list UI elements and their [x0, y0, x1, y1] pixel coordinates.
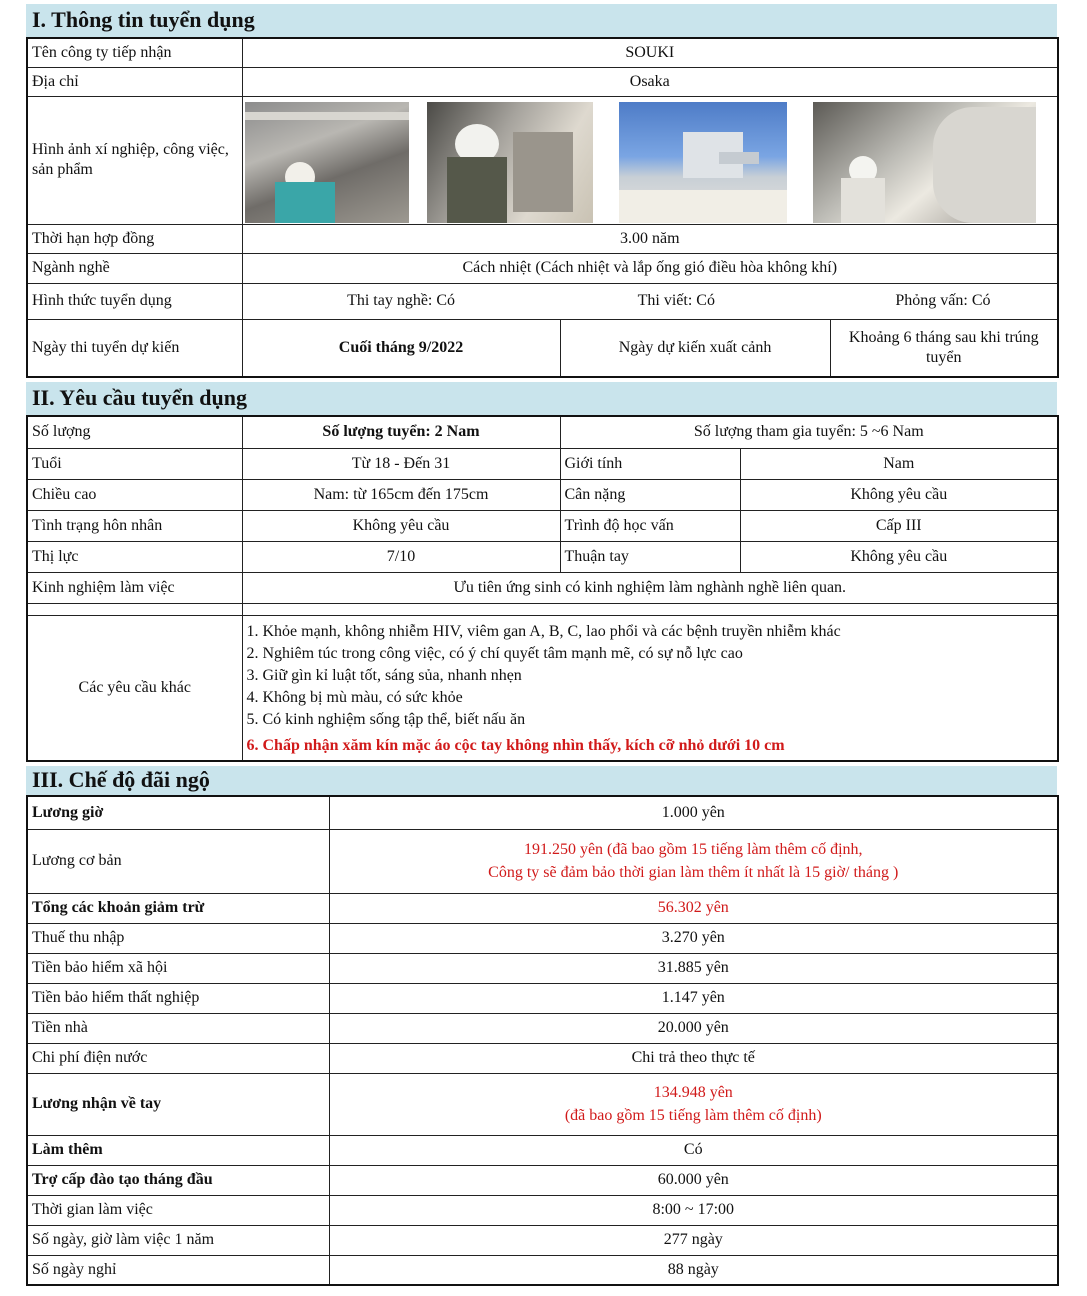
section-title-benefits: III. Chế độ đãi ngộ: [26, 766, 1057, 795]
training-value: 60.000 yên: [329, 1165, 1058, 1195]
marital-value: Không yêu cầu: [242, 510, 560, 541]
section-title-requirements: II. Yêu cầu tuyển dụng: [26, 382, 1057, 415]
other-item: 2. Nghiêm túc trong công việc, có ý chí quyết tâm mạnh mẽ, có sự nỗ lực cao: [246, 644, 743, 662]
exam-date-label: Ngày thi tuyển dự kiến: [27, 319, 242, 377]
experience-value: Ưu tiên ứng sinh có kinh nghiệm làm nghành nghề liên quan.: [242, 572, 1058, 603]
workdays-value: 277 ngày: [329, 1225, 1058, 1255]
unemp-label: Tiền bảo hiểm thất nghiệp: [27, 983, 329, 1013]
experience-label: Kinh nghiệm làm việc: [27, 572, 242, 603]
base-value-line1: 191.250 yên (đã bao gồm 15 tiếng làm thêm cố định,: [523, 841, 863, 858]
other-item: 5. Có kinh nghiệm sống tập thể, biết nấu ăn: [246, 710, 526, 728]
worktime-label: Thời gian làm việc: [27, 1195, 329, 1225]
contract-label: Thời hạn hợp đồng: [27, 224, 242, 253]
house-value: 20.000 yên: [329, 1013, 1058, 1043]
hourly-label: Lương giờ: [27, 796, 329, 829]
deduct-value: 56.302 yên: [329, 893, 1058, 923]
deduct-label: Tổng các khoản giảm trừ: [27, 893, 329, 923]
industry-value: Cách nhiệt (Cách nhiệt và lắp ống gió điều hòa không khí): [242, 253, 1058, 283]
holidays-label: Số ngày nghỉ: [27, 1255, 329, 1285]
company-label: Tên công ty tiếp nhận: [27, 38, 242, 67]
workdays-label: Số ngày, giờ làm việc 1 năm: [27, 1225, 329, 1255]
other-item: 1. Khỏe mạnh, không nhiễm HIV, viêm gan A, B, C, lao phổi và các bệnh truyền nhiễm khác: [246, 622, 841, 640]
vision-label: Thị lực: [27, 541, 242, 572]
net-value: [329, 1073, 1058, 1135]
net-value-line1: 134.948 yên: [653, 1084, 733, 1101]
info-table: [26, 37, 1059, 378]
holidays-value: 88 ngày: [329, 1255, 1058, 1285]
tax-label: Thuế thu nhập: [27, 923, 329, 953]
form-cell: [242, 283, 1058, 319]
gender-label: Giới tính: [560, 448, 740, 479]
weight-value: Không yêu cầu: [740, 479, 1058, 510]
departure-label: Ngày dự kiến xuất cảnh: [560, 319, 830, 377]
age-label: Tuổi: [27, 448, 242, 479]
other-item: 4. Không bị mù màu, có sức khỏe: [246, 688, 463, 706]
hand-value: Không yêu cầu: [740, 541, 1058, 572]
vision-value: 7/10: [242, 541, 560, 572]
contract-value: 3.00 năm: [242, 224, 1058, 253]
other-item-highlight: 6. Chấp nhận xăm kín mặc áo cộc tay không nhìn thấy, kích cỡ nhỏ dưới 10 cm: [246, 736, 785, 754]
base-value-line2: Công ty sẽ đảm bảo thời gian làm thêm ít nhất là 15 giờ/ tháng ): [488, 864, 899, 881]
base-label: Lương cơ bản: [27, 829, 329, 893]
house-label: Tiền nhà: [27, 1013, 329, 1043]
benefits-table: [26, 795, 1059, 1286]
net-label: Lương nhận về tay: [27, 1073, 329, 1135]
quantity-label: Số lượng: [27, 416, 242, 448]
address-value: Osaka: [242, 67, 1058, 96]
training-label: Trợ cấp đào tạo tháng đầu: [27, 1165, 329, 1195]
unemp-value: 1.147 yên: [329, 983, 1058, 1013]
base-value: [329, 829, 1058, 893]
hand-label: Thuận tay: [560, 541, 740, 572]
form-written: Thi viết: Có: [637, 292, 715, 309]
form-interview: Phỏng vấn: Có: [895, 292, 991, 309]
social-label: Tiền bảo hiểm xã hội: [27, 953, 329, 983]
section-title-info: I. Thông tin tuyển dụng: [26, 4, 1057, 37]
height-label: Chiều cao: [27, 479, 242, 510]
ceiling-duct-photo: [813, 102, 1036, 223]
form-label: Hình thức tuyển dụng: [27, 283, 242, 319]
age-value: Từ 18 - Đến 31: [242, 448, 560, 479]
spacer-row: [27, 603, 1058, 615]
marital-label: Tình trạng hôn nhân: [27, 510, 242, 541]
participants-value: Số lượng tham gia tuyển: 5 ~6 Nam: [560, 416, 1058, 448]
overtime-label: Làm thêm: [27, 1135, 329, 1165]
industry-label: Ngành nghề: [27, 253, 242, 283]
height-value: Nam: từ 165cm đến 175cm: [242, 479, 560, 510]
utility-value: Chi trả theo thực tế: [329, 1043, 1058, 1073]
company-value: SOUKI: [242, 38, 1058, 67]
education-value: Cấp III: [740, 510, 1058, 541]
other-item: 3. Giữ gìn kỉ luật tốt, sáng sủa, nhanh nhẹn: [246, 666, 522, 684]
recruitment-sheet: [26, 4, 1057, 1286]
gender-value: Nam: [740, 448, 1058, 479]
worker-lift-photo: [245, 102, 409, 223]
exam-date-value: Cuối tháng 9/2022: [242, 319, 560, 377]
quantity-value: Số lượng tuyển: 2 Nam: [242, 416, 560, 448]
education-label: Trình độ học vấn: [560, 510, 740, 541]
utility-label: Chi phí điện nước: [27, 1043, 329, 1073]
form-skill: Thi tay nghề: Có: [347, 292, 456, 309]
worktime-value: 8:00 ~ 17:00: [329, 1195, 1058, 1225]
other-list: [242, 615, 1058, 761]
tax-value: 3.270 yên: [329, 923, 1058, 953]
duct-building-photo: [619, 102, 787, 223]
departure-value: Khoảng 6 tháng sau khi trúng tuyển: [830, 319, 1058, 377]
other-label: Các yêu cầu khác: [27, 615, 242, 761]
images-cell: [242, 96, 1058, 224]
net-value-line2: (đã bao gồm 15 tiếng làm thêm cố định): [564, 1107, 822, 1124]
social-value: 31.885 yên: [329, 953, 1058, 983]
weight-label: Cân nặng: [560, 479, 740, 510]
requirements-table: [26, 415, 1059, 762]
images-label: Hình ảnh xí nghiệp, công việc, sản phẩm: [27, 96, 242, 224]
overtime-value: Có: [329, 1135, 1058, 1165]
hourly-value: 1.000 yên: [329, 796, 1058, 829]
address-label: Địa chỉ: [27, 67, 242, 96]
insulation-worker-photo: [427, 102, 593, 223]
